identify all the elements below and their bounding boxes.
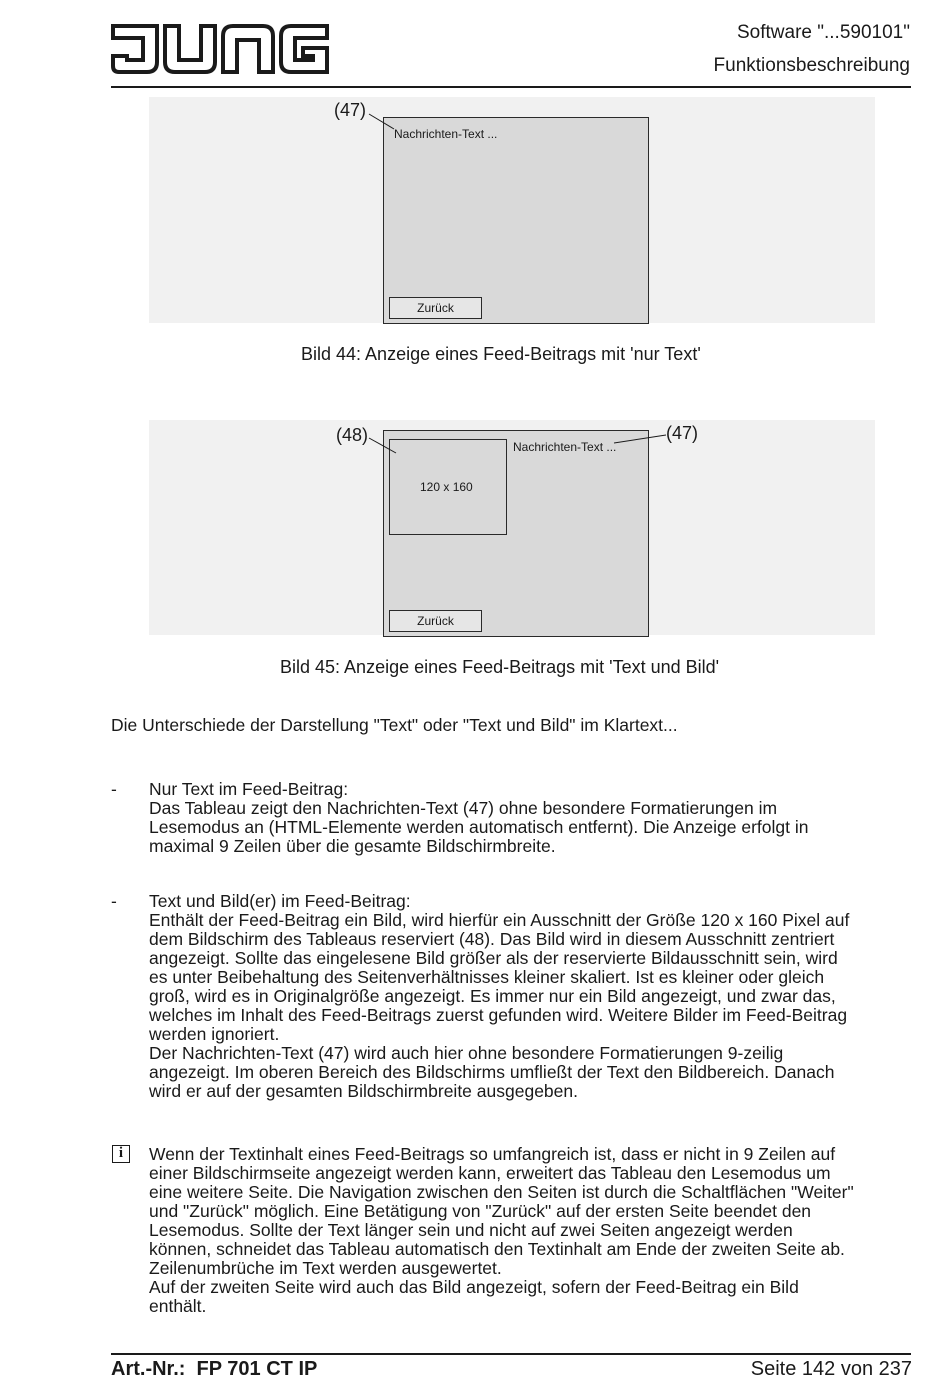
intro-paragraph: Die Unterschiede der Darstellung "Text" oder "Text und Bild" im Klartext... [111, 715, 678, 735]
info-line: und "Zurück" möglich. Eine Betätigung von "Zurück" auf der ersten Seite beendet den [149, 1201, 812, 1221]
list-item-line: Enthält der Feed-Beitrag ein Bild, wird hierfür ein Ausschnitt der Größe 120 x 160 Pixel auf [149, 910, 850, 930]
list-item-line: Nur Text im Feed-Beitrag: [149, 779, 349, 799]
figure-45-leader-line-48 [368, 436, 400, 456]
figure-45-message-text: Nachrichten-Text ... [513, 440, 617, 454]
figure-45-caption: Bild 45: Anzeige eines Feed-Beitrags mit 'Text und Bild' [280, 657, 720, 677]
info-line: eine weitere Seite. Die Navigation zwischen den Seiten ist durch die Schaltflächen "Weiter" [149, 1182, 854, 1202]
list-item-text-and-image [149, 892, 914, 1101]
figure-44-back-button: Zurück [389, 297, 482, 319]
info-line: Auf der zweiten Seite wird auch das Bild angezeigt, sofern der Feed-Beitrag ein Bild [149, 1277, 799, 1297]
list-item-line: Der Nachrichten-Text (47) wird auch hier ohne besondere Formatierungen 9-zeilig [149, 1043, 784, 1063]
info-line: Wenn der Textinhalt eines Feed-Beitrags so umfangreich ist, dass er nicht in 9 Zeilen auf [149, 1144, 836, 1164]
figure-45-leader-line-47 [612, 432, 668, 446]
header-divider [111, 86, 911, 88]
info-line: Lesemodus. Sollte der Text länger sein und nicht auf zwei Seiten angezeigt werden [149, 1220, 793, 1240]
article-number: Art.-Nr.: FP 701 CT IP [111, 1358, 318, 1380]
figure-45-back-button: Zurück [389, 610, 482, 632]
list-item-line: Text und Bild(er) im Feed-Beitrag: [149, 891, 411, 911]
info-line: können, schneidet das Tableau automatisch den Textinhalt am Ende der zweiten Seite ab. [149, 1239, 845, 1259]
figure-44-caption: Bild 44: Anzeige eines Feed-Beitrags mit 'nur Text' [301, 344, 701, 364]
info-note [149, 1145, 914, 1316]
list-item-line: welches im Inhalt des Feed-Beitrags zuerst gefunden wird. Weitere Bilder im Feed-Beitrag [149, 1005, 848, 1025]
software-version: Software "...590101" [737, 22, 910, 43]
figure-44-message-text: Nachrichten-Text ... [394, 127, 498, 141]
info-line: Zeilenumbrüche im Text werden ausgewertet. [149, 1258, 502, 1278]
list-bullet: - [111, 891, 117, 911]
figure-45-callout-48: (48) [336, 425, 369, 445]
list-bullet: - [111, 779, 117, 799]
list-item-text-only [149, 780, 914, 856]
list-item-line: es unter Beibehaltung des Seitenverhältnisses kleiner skaliert. Ist es kleiner oder gleich [149, 967, 825, 987]
info-line: enthält. [149, 1296, 207, 1316]
list-item-line: angezeigt. Im oberen Bereich des Bildschirms umfließt der Text den Bildbereich. Danach [149, 1062, 835, 1082]
figure-45-image-size: 120 x 160 [420, 480, 473, 494]
figure-44-callout-47: (47) [334, 100, 367, 120]
list-item-line: groß, wird es in Originalgröße angezeigt. Es immer nur ein Bild angezeigt, und zwar das, [149, 986, 836, 1006]
footer-divider [111, 1353, 911, 1355]
list-item-line: Das Tableau zeigt den Nachrichten-Text (47) ohne besondere Formatierungen im [149, 798, 778, 818]
figure-45-callout-47: (47) [666, 423, 699, 443]
document-type: Funktionsbeschreibung [713, 55, 910, 76]
list-item-line: werden ignoriert. [149, 1024, 280, 1044]
list-item-line: wird er auf der gesamten Bildschirmbreite ausgegeben. [149, 1081, 578, 1101]
figure-44-screen [383, 117, 649, 324]
jung-logo [111, 22, 329, 76]
list-item-line: angezeigt. Sollte das eingelesene Bild größer als der reservierte Bildausschnitt sein, wird [149, 948, 838, 968]
list-item-line: dem Bildschirm des Tableaus reserviert (48). Das Bild wird in diesem Ausschnitt zentriert [149, 929, 835, 949]
page-number: Seite 142 von 237 [750, 1358, 912, 1380]
info-icon: i [112, 1145, 130, 1163]
list-item-line: maximal 9 Zeilen über die gesamte Bildschirmbreite. [149, 836, 556, 856]
list-item-line: Lesemodus an (HTML-Elemente werden automatisch entfernt). Die Anzeige erfolgt in [149, 817, 809, 837]
info-line: einer Bildschirmseite angezeigt werden kann, erweitert das Tableau den Lesemodus um [149, 1163, 831, 1183]
